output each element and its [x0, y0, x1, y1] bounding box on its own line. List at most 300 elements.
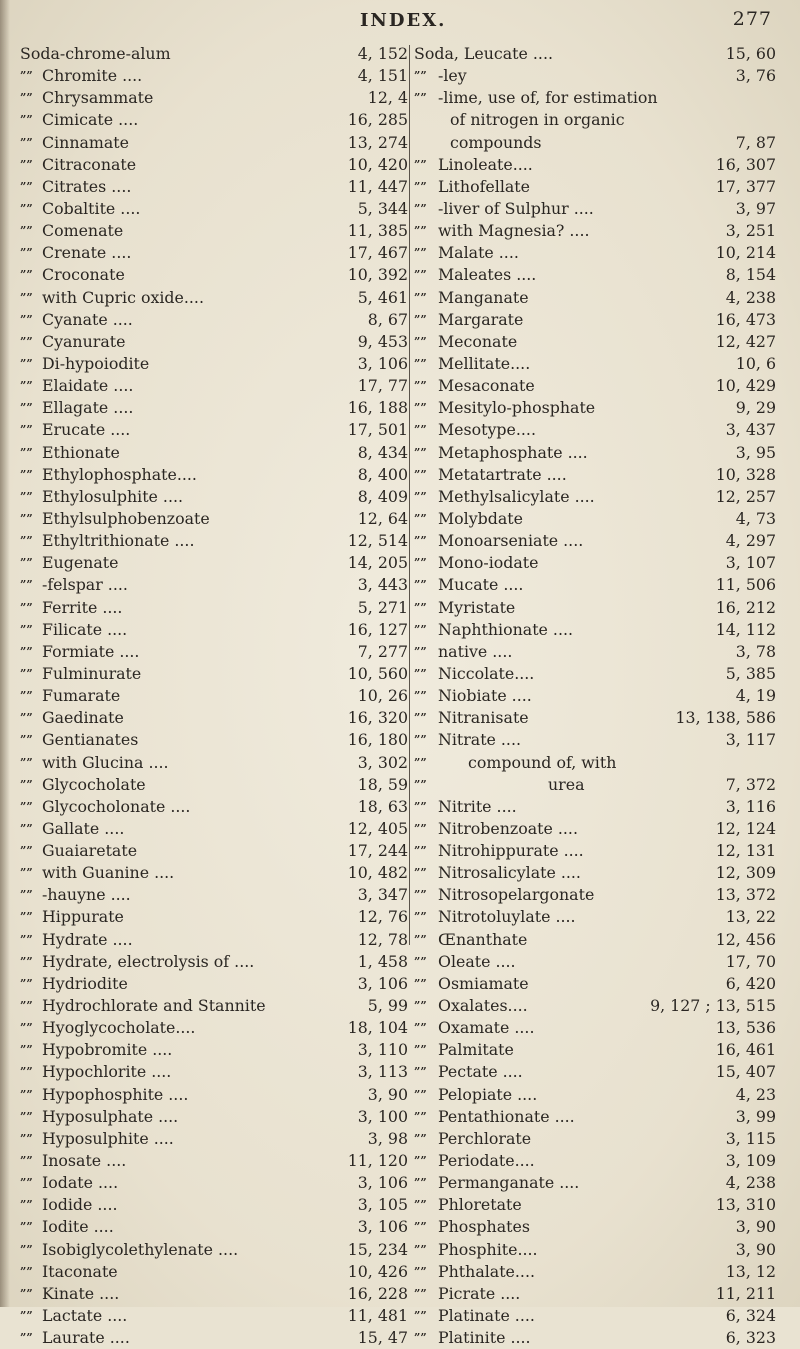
index-entry-ref: 12, 76	[357, 907, 408, 927]
ditto-mark: ””	[20, 534, 33, 548]
index-entry-ref: 12, 456	[715, 929, 776, 949]
index-entry-term: Iodite ....	[42, 1217, 114, 1237]
ditto-mark: ””	[414, 91, 427, 105]
ditto-mark: ””	[414, 976, 427, 990]
index-entry-term: Pectate ....	[438, 1062, 523, 1082]
ditto-mark: ””	[414, 1087, 427, 1101]
index-entry-ref: 12, 405	[347, 818, 408, 838]
index-entry-term: Hippurate	[42, 907, 124, 927]
index-entry-ref: 4, 73	[735, 508, 776, 528]
index-entry	[414, 1039, 776, 1061]
index-entry	[414, 597, 776, 619]
index-entry-ref: 11, 211	[715, 1283, 776, 1303]
index-entry-ref: 18, 59	[357, 774, 408, 794]
ditto-mark: ””	[414, 866, 427, 880]
ditto-mark: ””	[20, 356, 33, 370]
index-entry-ref: 12, 514	[347, 531, 408, 551]
index-entry-term: Fumarate	[42, 686, 121, 706]
ditto-mark: ””	[414, 578, 427, 592]
ditto-mark: ””	[20, 578, 33, 592]
index-entry-term: Nitrosopelargonate	[438, 885, 595, 905]
index-entry-term: Hyposulphite ....	[42, 1128, 174, 1148]
index-entry	[20, 65, 408, 87]
index-entry-term: Phloretate	[438, 1195, 522, 1215]
page-header	[0, 8, 800, 34]
ditto-mark: ””	[414, 622, 427, 636]
ditto-mark: ””	[20, 69, 33, 83]
index-entry	[20, 641, 408, 663]
index-entry	[20, 574, 408, 596]
index-entry-term: Chrysammate	[42, 88, 154, 108]
ditto-mark: ””	[414, 689, 427, 703]
index-entry-ref: 3, 95	[735, 442, 776, 462]
ditto-mark: ””	[414, 1264, 427, 1278]
index-entry-term: Ethylophosphate....	[42, 464, 197, 484]
index-entry	[414, 375, 776, 397]
index-head-term: Soda, Leucate ....	[414, 44, 553, 63]
index-entry	[20, 973, 408, 995]
index-entry-term: Manganate	[438, 287, 529, 307]
index-entry	[414, 840, 776, 862]
index-entry-term: Lithofellate	[438, 176, 530, 196]
ditto-mark: ””	[414, 711, 427, 725]
index-entry-ref: 5, 461	[357, 287, 408, 307]
ditto-mark: ””	[414, 644, 427, 658]
index-entry-ref: 10, 6	[735, 353, 776, 373]
index-entry	[414, 1283, 776, 1305]
index-entry	[20, 1305, 408, 1327]
index-entry-ref: 17, 244	[347, 841, 408, 861]
index-entry	[20, 818, 408, 840]
index-entry-ref: 16, 180	[347, 730, 408, 750]
index-entry	[20, 840, 408, 862]
index-entry-ref: 3, 98	[367, 1128, 408, 1148]
index-entry-ref: 17, 70	[725, 951, 776, 971]
index-entry-ref: 13, 536	[715, 1018, 776, 1038]
index-entry-ref: 3, 106	[357, 353, 408, 373]
index-entry	[414, 1128, 776, 1150]
index-entry	[20, 109, 408, 131]
index-entry	[414, 309, 776, 331]
index-entry-ref: 3, 99	[735, 1106, 776, 1126]
index-entry-ref: 13, 372	[715, 885, 776, 905]
index-entry-ref: 3, 113	[357, 1062, 408, 1082]
index-entry-term: Methylsalicylate ....	[438, 486, 595, 506]
index-entry-ref: 5, 99	[367, 996, 408, 1016]
index-entry	[414, 951, 776, 973]
index-entry-term: Glycocholonate ....	[42, 796, 191, 816]
index-entry-ref: 17, 467	[347, 243, 408, 263]
index-entry	[20, 774, 408, 796]
index-entry-term: Mucate ....	[438, 575, 524, 595]
index-entry-ref: 16, 461	[715, 1040, 776, 1060]
index-entry-ref: 6, 324	[725, 1306, 776, 1326]
ditto-mark: ””	[20, 866, 33, 880]
index-entry	[414, 818, 776, 840]
index-entry-ref: 3, 116	[725, 796, 776, 816]
index-entry-ref: 11, 385	[347, 221, 408, 241]
index-entry	[414, 1305, 776, 1327]
index-entry-ref: 15, 47	[357, 1328, 408, 1348]
index-entry	[414, 220, 776, 242]
index-entry-term: Cinnamate	[42, 132, 129, 152]
index-entry-ref: 3, 100	[357, 1106, 408, 1126]
ditto-mark: ””	[20, 1242, 33, 1256]
index-entry	[414, 397, 776, 419]
index-entry-term: Osmiamate	[438, 973, 529, 993]
ditto-mark: ””	[414, 1331, 427, 1345]
index-entry	[20, 132, 408, 154]
index-entry-ref: 13, 12	[725, 1261, 776, 1281]
index-entry-ref: 17, 377	[715, 176, 776, 196]
index-entry	[414, 973, 776, 995]
index-entry	[20, 862, 408, 884]
index-entry-term: compound of, with	[468, 752, 617, 772]
index-entry	[20, 1128, 408, 1150]
index-entry-term: Croconate	[42, 265, 125, 285]
ditto-mark: ””	[20, 1131, 33, 1145]
index-entry-term: Glycocholate	[42, 774, 146, 794]
index-entry-term: Metatartrate ....	[438, 464, 567, 484]
index-entry-ref: 9, 29	[735, 398, 776, 418]
index-entry-term: Metaphosphate ....	[438, 442, 588, 462]
index-entry	[414, 486, 776, 508]
ditto-mark: ””	[20, 821, 33, 835]
index-entry-ref: 6, 420	[725, 973, 776, 993]
index-entry-ref: 3, 107	[725, 553, 776, 573]
ditto-mark: ””	[20, 312, 33, 326]
index-entry-term: Malate ....	[438, 243, 519, 263]
ditto-mark: ””	[414, 201, 427, 215]
index-entry	[414, 1084, 776, 1106]
index-entry	[414, 906, 776, 928]
index-entry-ref: 3, 97	[735, 198, 776, 218]
index-entry-ref: 3, 90	[735, 1239, 776, 1259]
index-entry-term: Nitrohippurate ....	[438, 841, 584, 861]
index-entry	[20, 353, 408, 375]
index-entry	[414, 774, 776, 796]
index-entry-term: Mellitate....	[438, 353, 531, 373]
index-entry-ref: 5, 385	[725, 663, 776, 683]
ditto-mark: ””	[414, 733, 427, 747]
ditto-mark: ””	[20, 1176, 33, 1190]
index-entry-ref: 4, 238	[725, 287, 776, 307]
index-entry-term: Monoarseniate ....	[438, 531, 584, 551]
ditto-mark: ””	[414, 157, 427, 171]
index-entry-term: Hypochlorite ....	[42, 1062, 172, 1082]
index-entry-ref: 3, 106	[357, 973, 408, 993]
index-entry	[20, 663, 408, 685]
index-entry-term: Iodate ....	[42, 1173, 119, 1193]
index-entry	[20, 464, 408, 486]
index-entry-term: Meconate	[438, 331, 518, 351]
index-entry-term: Platinite ....	[438, 1328, 531, 1348]
index-entry-term: -lime, use of, for estimation	[438, 88, 658, 108]
index-entry	[414, 242, 776, 264]
index-entry	[414, 685, 776, 707]
index-entry-term: Periodate....	[438, 1151, 535, 1171]
index-entry-ref: 11, 447	[347, 176, 408, 196]
index-entry-term: Pentathionate ....	[438, 1106, 575, 1126]
index-entry-term: Perchlorate	[438, 1128, 532, 1148]
index-entry-term: -liver of Sulphur ....	[438, 198, 594, 218]
index-entry-term: with Cupric oxide....	[42, 287, 204, 307]
index-entry	[414, 109, 776, 131]
index-entry-term: Œnanthate	[438, 929, 528, 949]
ditto-mark: ””	[414, 910, 427, 924]
index-entry-ref: 16, 285	[347, 110, 408, 130]
index-entry-ref: 10, 214	[715, 243, 776, 263]
index-entry-ref: 4, 19	[735, 686, 776, 706]
index-entry-term: Mono-iodate	[438, 553, 539, 573]
index-entry-term: Guaiaretate	[42, 841, 138, 861]
index-entry-term: with Glucina ....	[42, 752, 169, 772]
index-entry	[20, 1061, 408, 1083]
index-entry	[20, 1017, 408, 1039]
ditto-mark: ””	[414, 179, 427, 193]
index-entry	[414, 176, 776, 198]
ditto-mark: ””	[20, 489, 33, 503]
index-entry-term: Chromite ....	[42, 66, 143, 86]
index-entry	[20, 1261, 408, 1283]
index-entry	[20, 419, 408, 441]
ditto-mark: ””	[414, 511, 427, 525]
index-entry-term: Oxalates....	[438, 996, 528, 1016]
index-entry-term: Comenate	[42, 221, 124, 241]
index-entry-term: Filicate ....	[42, 619, 128, 639]
index-entry-ref: 12, 309	[715, 863, 776, 883]
index-entry-ref: 4, 151	[357, 66, 408, 86]
index-entry	[414, 752, 776, 774]
index-entry	[20, 929, 408, 951]
ditto-mark: ””	[20, 467, 33, 481]
index-entry-term: Niobiate ....	[438, 686, 532, 706]
index-entry	[20, 707, 408, 729]
index-entry-ref: 10, 26	[357, 686, 408, 706]
index-entry	[20, 1084, 408, 1106]
ditto-mark: ””	[414, 777, 427, 791]
index-head-row	[414, 43, 776, 65]
ditto-mark: ””	[20, 932, 33, 946]
index-entry	[414, 442, 776, 464]
index-entry-ref: 3, 117	[725, 730, 776, 750]
index-entry-ref: 1, 458	[357, 951, 408, 971]
index-entry-term: compounds	[450, 132, 542, 152]
ditto-mark	[414, 132, 438, 154]
index-entry	[414, 663, 776, 685]
ditto-mark: ””	[414, 844, 427, 858]
index-entry	[414, 464, 776, 486]
ditto-mark: ””	[20, 799, 33, 813]
index-entry	[20, 375, 408, 397]
index-entry-ref: 7, 87	[735, 132, 776, 152]
ditto-mark: ””	[20, 113, 33, 127]
index-entry-ref: 12, 4	[367, 88, 408, 108]
index-entry-ref: 11, 120	[347, 1151, 408, 1171]
index-entry-ref: 7, 372	[725, 774, 776, 794]
index-head-ref: 4, 152	[357, 44, 408, 63]
ditto-mark: ””	[414, 1198, 427, 1212]
ditto-mark: ””	[20, 1309, 33, 1323]
index-entry-term: Cobaltite ....	[42, 198, 141, 218]
index-entry-ref: 13, 310	[715, 1195, 776, 1215]
ditto-mark: ””	[20, 689, 33, 703]
index-entry-term: with Guanine ....	[42, 863, 175, 883]
index-entry	[20, 951, 408, 973]
ditto-mark: ””	[20, 999, 33, 1013]
index-entry-ref: 12, 124	[715, 818, 776, 838]
page-title: INDEX.	[360, 10, 447, 31]
index-entry	[20, 729, 408, 751]
index-entry-term: Ethylosulphite ....	[42, 486, 184, 506]
index-entry-term: Lactate ....	[42, 1306, 128, 1326]
index-entry-ref: 10, 429	[715, 376, 776, 396]
index-entry-term: Elaidate ....	[42, 376, 134, 396]
index-entry-ref: 3, 90	[735, 1217, 776, 1237]
index-entry-term: Margarate	[438, 309, 524, 329]
index-entry-ref: 4, 23	[735, 1084, 776, 1104]
index-entry-term: Hyposulphate ....	[42, 1106, 179, 1126]
index-entry-term: Mesaconate	[438, 376, 535, 396]
index-entry-term: Cimicate ....	[42, 110, 139, 130]
index-entry	[20, 1106, 408, 1128]
index-entry	[414, 796, 776, 818]
index-entry	[414, 574, 776, 596]
index-entry-term: Nitrobenzoate ....	[438, 818, 578, 838]
index-entry-ref: 12, 64	[357, 508, 408, 528]
ditto-mark: ””	[20, 423, 33, 437]
ditto-mark: ””	[414, 666, 427, 680]
index-entry-term: Laurate ....	[42, 1328, 130, 1348]
ditto-mark: ””	[414, 268, 427, 282]
index-entry-term: Nitrotoluylate ....	[438, 907, 576, 927]
index-entry-ref: 8, 434	[357, 442, 408, 462]
ditto-mark: ””	[414, 69, 427, 83]
index-entry-term: Palmitate	[438, 1040, 514, 1060]
ditto-mark	[414, 109, 438, 131]
index-entry-term: Pelopiate ....	[438, 1084, 538, 1104]
index-entry-term: Ethionate	[42, 442, 120, 462]
index-entry-term: Iodide ....	[42, 1195, 118, 1215]
index-entry-ref: 3, 90	[367, 1084, 408, 1104]
index-entry-term: Mesitylo-phosphate	[438, 398, 596, 418]
index-entry-ref: 3, 106	[357, 1173, 408, 1193]
index-entry-term: Hypophosphite ....	[42, 1084, 189, 1104]
index-entry-ref: 16, 228	[347, 1283, 408, 1303]
ditto-mark: ””	[414, 356, 427, 370]
ditto-mark: ””	[414, 1242, 427, 1256]
ditto-mark: ””	[20, 600, 33, 614]
index-entry-ref: 16, 473	[715, 309, 776, 329]
index-entry	[414, 154, 776, 176]
ditto-mark: ””	[20, 1043, 33, 1057]
ditto-mark: ””	[20, 201, 33, 215]
ditto-mark: ””	[414, 246, 427, 260]
ditto-mark: ””	[414, 290, 427, 304]
index-entry-term: Myristate	[438, 597, 516, 617]
index-entry-ref: 3, 347	[357, 885, 408, 905]
ditto-mark: ””	[414, 1176, 427, 1190]
ditto-mark: ””	[414, 312, 427, 326]
index-entry	[20, 508, 408, 530]
index-entry	[414, 132, 776, 154]
index-entry-ref: 3, 109	[725, 1151, 776, 1171]
index-entry	[414, 87, 776, 109]
index-entry-term: Fulminurate	[42, 663, 142, 683]
ditto-mark: ””	[414, 1309, 427, 1323]
index-entry	[20, 884, 408, 906]
index-entry	[20, 995, 408, 1017]
index-entry-ref: 14, 205	[347, 553, 408, 573]
index-entry-term: -felspar ....	[42, 575, 128, 595]
index-entry-term: Molybdate	[438, 508, 524, 528]
ditto-mark: ””	[20, 1154, 33, 1168]
ditto-mark: ””	[414, 1065, 427, 1079]
index-entry-term: Hyoglycocholate....	[42, 1018, 196, 1038]
index-entry-ref: 5, 344	[357, 198, 408, 218]
index-entry-term: Gaedinate	[42, 708, 124, 728]
index-entry-ref: 10, 328	[715, 464, 776, 484]
index-entry-ref: 3, 78	[735, 641, 776, 661]
ditto-mark: ””	[20, 1220, 33, 1234]
index-entry-ref: 17, 77	[357, 376, 408, 396]
ditto-mark: ””	[414, 556, 427, 570]
ditto-mark: ””	[414, 401, 427, 415]
index-entry-term: Gallate ....	[42, 818, 125, 838]
index-entry	[414, 198, 776, 220]
index-entry-ref: 10, 420	[347, 154, 408, 174]
index-entry	[414, 995, 776, 1017]
index-entry-ref: 3, 115	[725, 1128, 776, 1148]
index-entry-term: Itaconate	[42, 1261, 118, 1281]
ditto-mark: ””	[414, 954, 427, 968]
index-entry-term: Oleate ....	[438, 951, 516, 971]
index-entry-ref: 9, 127 ; 13, 515	[650, 996, 776, 1016]
index-entry-term: Maleates ....	[438, 265, 537, 285]
index-entry	[414, 264, 776, 286]
index-entry-ref: 15, 407	[715, 1062, 776, 1082]
ditto-mark: ””	[20, 1021, 33, 1035]
ditto-mark: ””	[20, 1109, 33, 1123]
ditto-mark: ””	[20, 1286, 33, 1300]
index-entry	[414, 1172, 776, 1194]
column-divider	[409, 45, 410, 945]
ditto-mark: ””	[20, 954, 33, 968]
ditto-mark: ””	[414, 755, 427, 769]
index-entry	[414, 1261, 776, 1283]
index-entry-ref: 12, 427	[715, 331, 776, 351]
index-entry-term: Erucate ....	[42, 420, 131, 440]
index-entry-term: Ethylsulphobenzoate	[42, 508, 210, 528]
index-entry-ref: 16, 188	[347, 398, 408, 418]
ditto-mark: ””	[20, 556, 33, 570]
ditto-mark: ””	[20, 666, 33, 680]
index-entry	[414, 508, 776, 530]
index-entry-term: Naphthionate ....	[438, 619, 574, 639]
index-entry	[414, 1150, 776, 1172]
index-entry	[414, 353, 776, 375]
ditto-mark: ””	[20, 179, 33, 193]
ditto-mark: ””	[20, 1065, 33, 1079]
ditto-mark: ””	[414, 534, 427, 548]
index-entry	[20, 331, 408, 353]
ditto-mark: ””	[20, 157, 33, 171]
index-entry-term: Inosate ....	[42, 1151, 127, 1171]
ditto-mark: ””	[414, 600, 427, 614]
index-entry	[20, 486, 408, 508]
index-entry-ref: 8, 409	[357, 486, 408, 506]
index-entry	[20, 552, 408, 574]
